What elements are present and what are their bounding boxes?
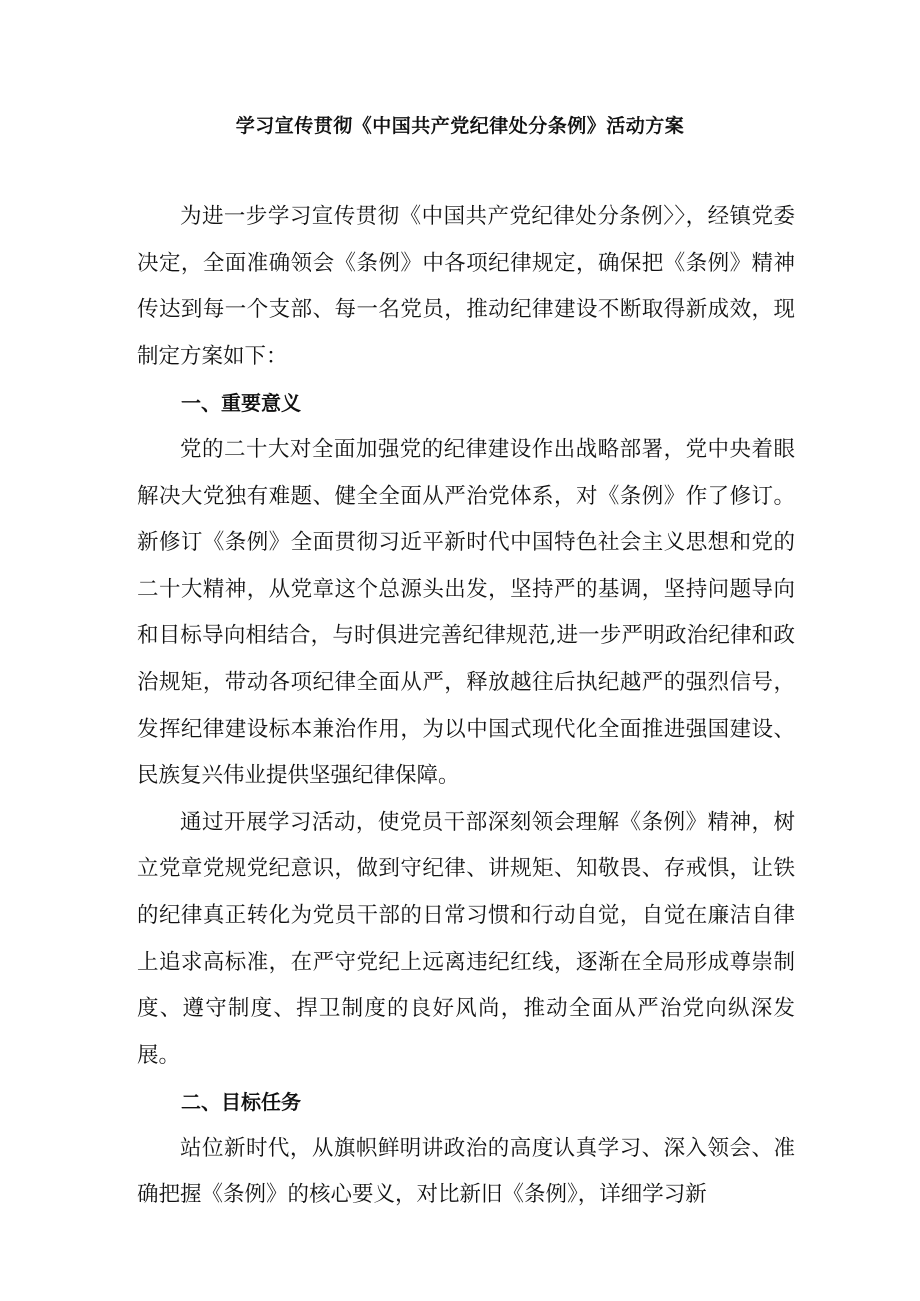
goals-paragraph-1: 站位新时代，从旗帜鲜明讲政治的高度认真学习、深入领会、准确把握《条例》的核心要义，对比新旧《条例》，详细学习新	[137, 1135, 795, 1208]
document-body	[137, 194, 795, 1219]
significance-paragraph-2: 通过开展学习活动，使党员干部深刻领会理解《条例》精神，树立党章党规党纪意识，做到守纪律、讲规矩、知敬畏、存戒惧，让铁的纪律真正转化为党员干部的日常习惯和行动自觉，自觉在廉洁自律上追求高标准，在严守党纪上远离违纪红线，逐渐在全局形成尊崇制度、遵守制度、捍卫制度的良好风尚，推动全面从严治党向纵深发展。	[137, 809, 795, 1068]
significance-paragraph-1: 党的二十大对全面加强党的纪律建设作出战略部署，党中央着眼解决大党独有难题、健全全面从严治党体系，对《条例》作了修订。新修订《条例》全面贯彻习近平新时代中国特色社会主义思想和党的二十大精神，从党章这个总源头出发，坚持严的基调，坚持问题导向和目标导向相结合，与时俱进完善纪律规范,进一步严明政治纪律和政治规矩，带动各项纪律全面从严，释放越往后执纪越严的强烈信号，发挥纪律建设标本兼治作用，为以中国式现代化全面推进强国建设、民族复兴伟业提供坚强纪律保障。	[137, 436, 795, 789]
section-heading-goals: 二、目标任务	[181, 1090, 301, 1115]
document-title: 学习宣传贯彻《中国共产党纪律处分条例》活动方案	[235, 115, 685, 137]
intro-paragraph: 为进一步学习宣传贯彻《中国共产党纪律处分条例〉〉，经镇党委决定，全面准确领会《条例》中各项纪律规定，确保把《条例》精神传达到每一个支部、每一名党员，推动纪律建设不断取得新成效，现制定方案如下：	[137, 204, 795, 369]
section-heading-significance: 一、重要意义	[181, 391, 301, 416]
